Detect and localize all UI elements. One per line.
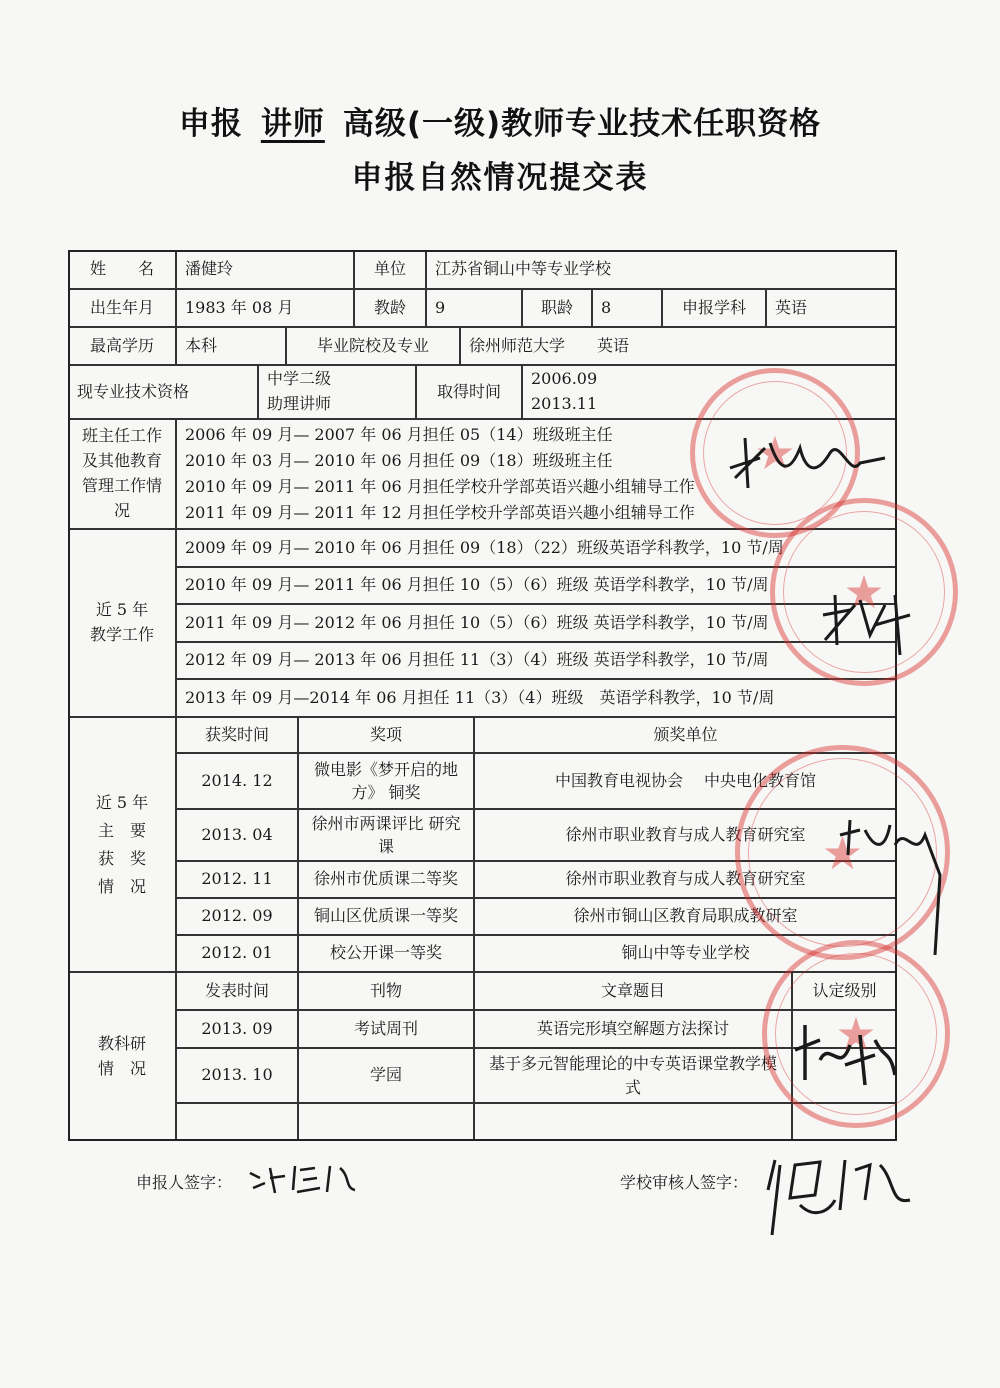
awards-label [68, 717, 176, 972]
teach-age-label: 教龄 [354, 289, 426, 327]
form-title-line2: 申报自然情况提交表 [351, 160, 649, 196]
name-label: 姓 名 [68, 250, 176, 289]
research-time: 2013. 09 [176, 1010, 298, 1048]
unit-label: 单位 [354, 250, 426, 289]
award-org: 铜山中等专业学校 [474, 935, 897, 972]
awards-label-line: 近 5 年 [95, 792, 149, 812]
research-office-seal: ★ [762, 940, 950, 1128]
research-label [68, 972, 176, 1141]
applicant-signature-label: 申报人签字： [136, 1173, 233, 1192]
research-journal [298, 1103, 474, 1141]
research-journal: 学园 [298, 1048, 474, 1103]
management-item: 2011 年 09 月— 2011 年 12 月担任学校升学部英语兴趣小组辅导工作 [185, 502, 695, 522]
teaching-item: 2011 年 09 月— 2012 年 06 月担任 10（5）（6）班级 英语学科教学，10 节/周 [176, 604, 897, 642]
award-org: 徐州市铜山区教育局职成教研室 [474, 898, 897, 935]
research-title: 基于多元智能理论的中专英语课堂教学模式 [474, 1048, 792, 1103]
applicant-signature [245, 1158, 365, 1198]
research-header-time: 发表时间 [176, 972, 298, 1010]
reviewer-signature [760, 1150, 920, 1240]
management-label-line: 及其他教育 [81, 451, 162, 471]
research-header-title: 文章题目 [474, 972, 792, 1010]
subject-label: 申报学科 [662, 289, 766, 327]
teaching-item: 2013 年 09 月—2014 年 06 月担任 11（3）（4）班级 英语学科教学，10 节/周 [176, 679, 897, 717]
qual-value [258, 365, 416, 419]
management-item: 2010 年 09 月— 2011 年 06 月担任学校升学部英语兴趣小组辅导工作 [185, 477, 695, 496]
birth-label: 出生年月 [68, 289, 176, 327]
management-item: 2006 年 09 月— 2007 年 06 月担任 05（14）班级班主任 [185, 425, 613, 445]
edu-label: 最高学历 [68, 327, 176, 365]
management-label-line: 管理工作情 [81, 476, 162, 495]
awards-header-org: 颁奖单位 [474, 717, 897, 753]
research-journal: 考试周刊 [298, 1010, 474, 1048]
edu-value: 本科 [176, 327, 286, 365]
awards-label-line: 情 况 [97, 876, 146, 896]
obtain-value [522, 365, 897, 419]
awards-label-line: 主 要 [97, 820, 146, 840]
title-suffix: 高级(一级)教师专业技术任职资格 [342, 106, 822, 142]
school-value: 徐州师范大学 英语 [460, 327, 897, 365]
research-level [792, 1048, 897, 1103]
award-time: 2012. 01 [176, 935, 298, 972]
obtain-value-1: 2006.09 [531, 369, 598, 389]
qual-value-1: 中学二级 [267, 369, 332, 389]
award-name: 校公开课一等奖 [298, 935, 474, 972]
award-org: 中国教育电视协会 中央电化教育馆 [474, 753, 897, 809]
qual-value-2: 助理讲师 [267, 394, 332, 413]
qual-label: 现专业技术资格 [68, 365, 258, 419]
award-name: 徐州市两课评比 研究课 [298, 809, 474, 861]
school-seal: ★ [690, 368, 860, 538]
research-time: 2013. 10 [176, 1048, 298, 1103]
teaching-item: 2010 年 09 月— 2011 年 06 月担任 10（5）（6）班级 英语学科教学，10 节/周 [176, 567, 897, 604]
award-org: 徐州市职业教育与成人教育研究室 [474, 861, 897, 898]
birth-value: 1983 年 08 月 [176, 289, 354, 327]
research-header-journal: 刊物 [298, 972, 474, 1010]
obtain-value-2: 2013.11 [531, 394, 598, 413]
teaching-item: 2012 年 09 月— 2013 年 06 月担任 11（3）（4）班级 英语学科教学，10 节/周 [176, 642, 897, 679]
job-age-value: 8 [592, 289, 662, 327]
teaching-label [68, 529, 176, 717]
management-items [176, 419, 897, 529]
awards-label-line: 获 奖 [97, 848, 146, 868]
awards-header-time: 获奖时间 [176, 717, 298, 753]
form-title-line1 [0, 98, 1000, 143]
title-rank: 讲师 [260, 106, 325, 142]
awards-header-award: 奖项 [298, 717, 474, 753]
school-label: 毕业院校及专业 [286, 327, 460, 365]
award-time: 2012. 11 [176, 861, 298, 898]
management-label-line: 况 [113, 500, 130, 520]
teach-age-value: 9 [426, 289, 522, 327]
award-name: 微电影《梦开启的地方》 铜奖 [298, 753, 474, 809]
management-label [68, 419, 176, 529]
teaching-office-seal: ★ [770, 498, 958, 686]
title-prefix: 申报 [178, 106, 243, 142]
award-name: 徐州市优质课二等奖 [298, 861, 474, 898]
name-value: 潘健玲 [176, 250, 354, 289]
award-name: 铜山区优质课一等奖 [298, 898, 474, 935]
teaching-item: 2009 年 09 月— 2010 年 06 月担任 09（18）（22）班级英语学科教学，10 节/周 [176, 529, 897, 567]
award-time: 2014. 12 [176, 753, 298, 809]
research-level [792, 1010, 897, 1048]
teaching-label-line: 教学工作 [89, 625, 154, 644]
research-label-line: 教科研 [97, 1033, 146, 1053]
management-label-line: 班主任工作 [81, 426, 162, 446]
research-header-level: 认定级别 [792, 972, 897, 1010]
district-seal: ★ [735, 745, 950, 960]
subject-value: 英语 [766, 289, 897, 327]
award-time: 2012. 09 [176, 898, 298, 935]
award-time: 2013. 04 [176, 809, 298, 861]
reviewer-signature-label: 学校审核人签字： [620, 1173, 749, 1192]
research-title: 英语完形填空解题方法探讨 [474, 1010, 792, 1048]
research-time [176, 1103, 298, 1141]
unit-value: 江苏省铜山中等专业学校 [426, 250, 897, 289]
job-age-label: 职龄 [522, 289, 592, 327]
management-item: 2010 年 03 月— 2010 年 06 月担任 09（18）班级班主任 [185, 451, 613, 471]
research-title [474, 1103, 792, 1141]
award-org: 徐州市职业教育与成人教育研究室 [474, 809, 897, 861]
research-level [792, 1103, 897, 1141]
obtain-label: 取得时间 [416, 365, 522, 419]
teaching-label-line: 近 5 年 [95, 600, 149, 620]
research-label-line: 情 况 [97, 1058, 146, 1078]
